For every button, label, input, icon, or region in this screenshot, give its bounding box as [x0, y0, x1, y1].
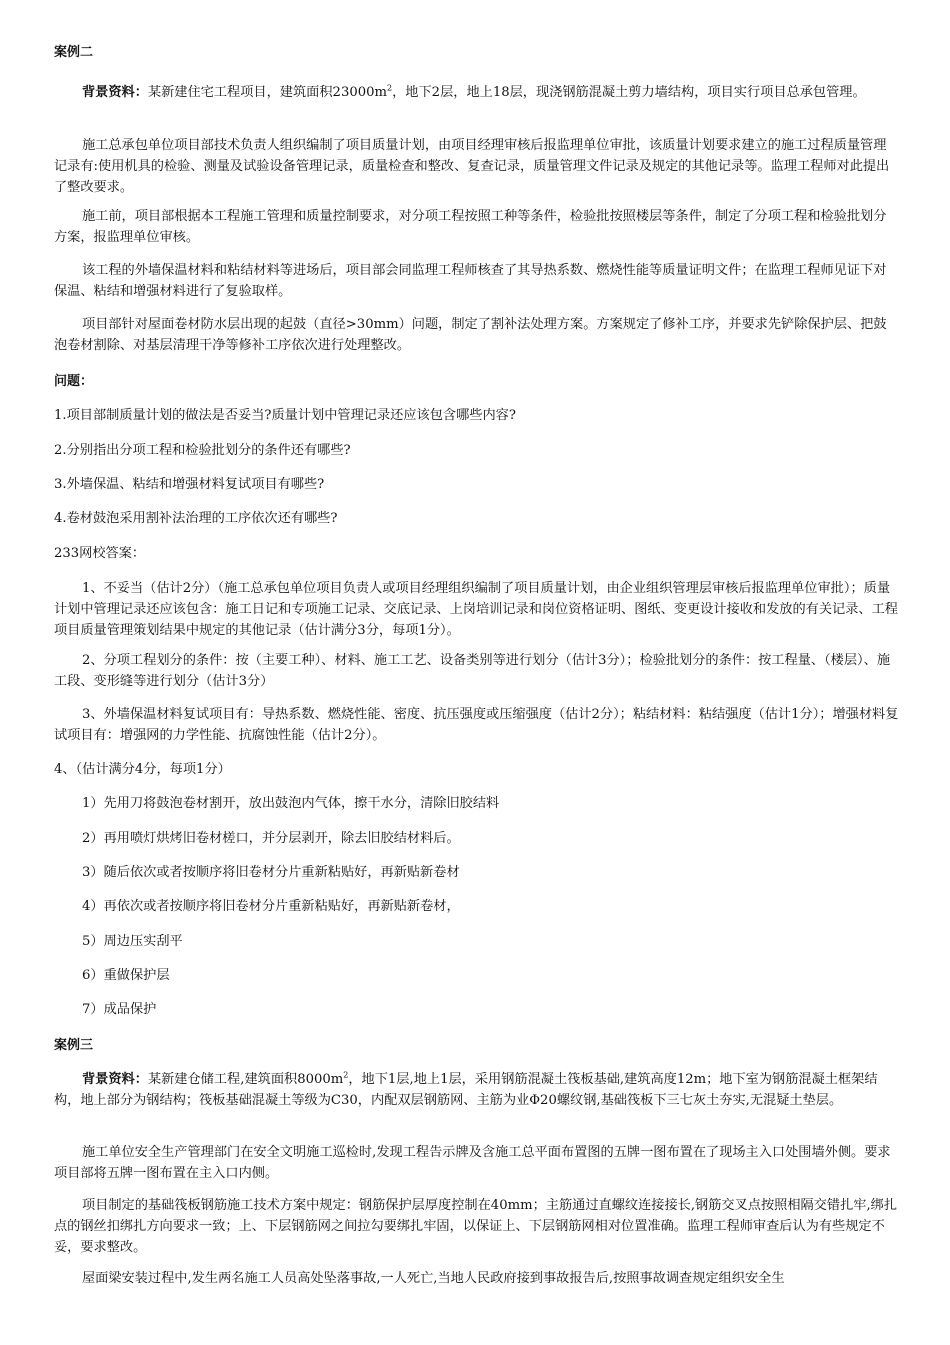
case3-title: 案例三: [54, 1038, 94, 1053]
questions-title: 问题：: [54, 374, 94, 389]
answer4-title: 4、（估计满分4分，每项1分）: [54, 762, 231, 777]
repair-step: 3）随后依次或者按顺序将旧卷材分片重新粘贴好，再新贴新卷材: [82, 865, 460, 880]
answer-item: 3、外墙保温材料复试项目有：导热系数、燃烧性能、密度、抗压强度或压缩强度（估计2分）；粘结材料：粘结强度（估计1分）；增强材料复试项目有：增强网的力学性能、抗腐蚀性能（估计2分）。: [54, 707, 899, 743]
answer-item: 1、不妥当（估计2分）（施工总承包单位项目负责人或项目经理组织编制了项目质量计划，由企业组织管理层审核后报监理单位审批）；质量计划中管理记录还应该包含：施工日记和专项施工记录、交底记录、上岗培训记录和岗位资格证明、图纸、变更设计接收和发放的有关记录、工程项目质量管理策划结果中规定的其他记录（估计满分3分，每项1分）。: [54, 581, 898, 638]
case2-background: [54, 82, 899, 103]
case2-paragraph: 施工前，项目部根据本工程施工管理和质量控制要求，对分项工程按照工种等条件，检验批按照楼层等条件，制定了分项工程和检验批划分方案，报监理单位审核。: [54, 209, 887, 245]
case3-paragraph: 屋面梁安装过程中,发生两名施工人员高处坠落事故,一人死亡,当地人民政府接到事故报告后,按照事故调查规定组织安全生: [82, 1271, 785, 1286]
question-item: 2.分别指出分项工程和检验批划分的条件还有哪些?: [54, 443, 351, 458]
question-item: 3.外墙保温、粘结和增强材料复试项目有哪些?: [54, 477, 325, 492]
case3-background-text-cont: ，地下1层,地上1层，采用钢筋混凝土筏板基础,建筑高度12m；地下室为钢筋混凝土框架结构，地上部分为钢结构；筏板基础混凝土等级为C30，内配双层钢筋网、主筋为业Φ20螺纹钢,基础筏板下三七灰土夯实,无混疑土垫层。: [54, 1072, 878, 1108]
repair-step: 7）成品保护: [82, 1002, 157, 1017]
answer-title: 233网校答案：: [54, 546, 146, 561]
case3-background: [54, 1069, 899, 1111]
case2-title: 案例二: [54, 45, 94, 60]
case3-background-sup: 2: [343, 1070, 349, 1080]
case3-background-text: 某新建仓储工程,建筑面积8000m: [147, 1072, 344, 1087]
case3-paragraph: 项目制定的基础筏板钢筋施工技术方案中规定：钢筋保护层厚度控制在40mm；主筋通过直螺纹连接接长,钢筋交叉点按照相隔交错扎牢,绑扎点的钢丝扣绑扎方向要求一致；上、下层钢筋网之间拉勾要绑扎牢固，以保证上、下层钢筋网相对位置准确。监理工程师审查后认为有些规定不妥，要求整改。: [54, 1198, 898, 1255]
case3-background-label: 背景资料：: [82, 1072, 148, 1087]
repair-step: 1）先用刀将鼓泡卷材割开，放出鼓泡内气体，擦干水分，清除旧胶结料: [82, 796, 500, 811]
case3-paragraph: 施工单位安全生产管理部门在安全文明施工巡检时,发现工程告示牌及含施工总平面布置图的五牌一图布置在了现场主入口处围墙外侧。要求项目部将五牌一图布置在主入口内侧。: [54, 1145, 891, 1181]
case2-background-label: 背景资料：: [82, 85, 148, 100]
question-item: 4.卷材鼓泡采用割补法治理的工序依次还有哪些?: [54, 511, 338, 526]
repair-step: 2）再用喷灯烘烤旧卷材槎口，并分层剥开，除去旧胶结材料后。: [82, 831, 460, 846]
case2-paragraph: 该工程的外墙保温材料和粘结材料等进场后，项目部会同监理工程师核查了其导热系数、燃烧性能等质量证明文件；在监理工程师见证下对保温、粘结和增强材料进行了复验取样。: [54, 263, 887, 299]
case2-background-text-cont: ，地下2层，地上18层，现浇钢筋混凝土剪力墙结构，项目实行项目总承包管理。: [392, 85, 866, 100]
case2-paragraph: 项目部针对屋面卷材防水层出现的起鼓（直径>30mm）问题，制定了割补法处理方案。方案规定了修补工序，并要求先铲除保护层、把鼓泡卷材割除、对基层清理干净等修补工序依次进行处理整改。: [54, 317, 887, 353]
answer-item: 2、分项工程划分的条件：按（主要工种）、材料、施工工艺、设备类别等进行划分（估计3分）；检验批划分的条件：按工程量、（楼层）、施工段、变形缝等进行划分（估计3分）: [54, 653, 890, 689]
repair-step: 5）周边压实刮平: [82, 934, 183, 949]
repair-step: 4）再依次或者按顺序将旧卷材分片重新粘贴好，再新贴新卷材，: [82, 899, 460, 914]
repair-step: 6）重做保护层: [82, 968, 170, 983]
case2-background-sup: 2: [387, 83, 393, 93]
question-item: 1.项目部制质量计划的做法是否妥当?质量计划中管理记录还应该包含哪些内容?: [54, 408, 516, 423]
case2-paragraph: 施工总承包单位项目部技术负责人组织编制了项目质量计划，由项目经理审核后报监理单位审批，该质量计划要求建立的施工过程质量管理记录有:使用机具的检验、测量及试验设备管理记录，质量检查和整改、复查记录，质量管理文件记录及规定的其他记录等。监理工程师对此提出了整改要求。: [54, 138, 890, 195]
case2-background-text: 某新建住宅工程项目，建筑面积23000m: [147, 85, 388, 100]
